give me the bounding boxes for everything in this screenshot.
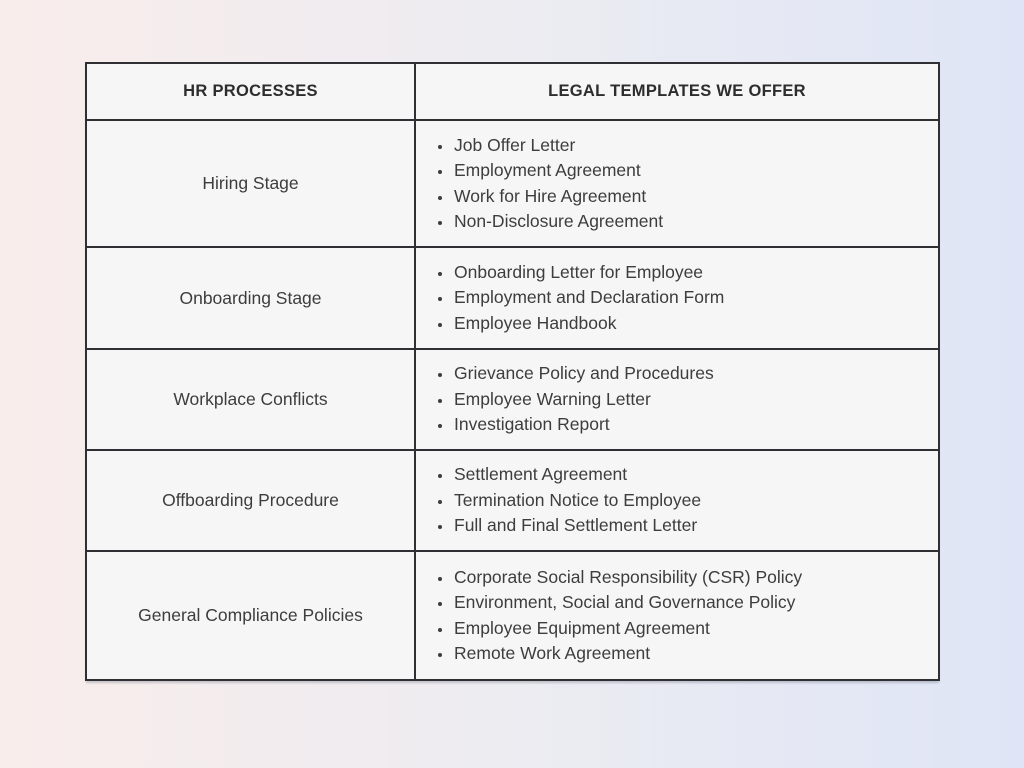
template-list-item: • Work for Hire Agreement [453,184,663,210]
process-cell-general-compliance-policies: General Compliance Policies [87,552,414,679]
template-list-item: • Non-Disclosure Agreement [453,209,663,235]
process-cell-offboarding-procedure: Offboarding Procedure [87,451,414,550]
column-header-legal-templates: LEGAL TEMPLATES WE OFFER [416,64,938,119]
template-list [416,462,711,539]
process-cell-onboarding-stage: Onboarding Stage [87,248,414,348]
process-cell-hiring-stage: Hiring Stage [87,121,414,246]
template-list-item: • Environment, Social and Governance Policy [453,590,802,616]
template-list-item: • Investigation Report [453,412,714,438]
templates-cell-onboarding-stage [416,248,938,348]
hr-legal-templates-table [85,62,940,681]
templates-cell-offboarding-procedure [416,451,938,550]
template-list-item: • Termination Notice to Employee [453,488,701,514]
template-list-item: • Settlement Agreement [453,462,701,488]
template-list-item: • Grievance Policy and Procedures [453,361,714,387]
template-list [416,133,673,235]
template-list-item: • Corporate Social Responsibility (CSR) Policy [453,565,802,591]
template-list-item: • Remote Work Agreement [453,641,802,667]
column-header-hr-processes: HR PROCESSES [87,64,414,119]
template-list-item: • Employee Warning Letter [453,387,714,413]
template-list-item: • Employee Equipment Agreement [453,616,802,642]
template-list-item: • Employment and Declaration Form [453,285,724,311]
template-list-item: • Full and Final Settlement Letter [453,513,701,539]
template-list [416,361,724,438]
template-list-item: • Onboarding Letter for Employee [453,260,724,286]
templates-cell-workplace-conflicts [416,350,938,449]
templates-cell-general-compliance-policies [416,552,938,679]
template-list-item: • Employee Handbook [453,311,724,337]
template-list [416,565,812,667]
template-list [416,260,734,337]
templates-cell-hiring-stage [416,121,938,246]
template-list-item: • Employment Agreement [453,158,663,184]
process-cell-workplace-conflicts: Workplace Conflicts [87,350,414,449]
template-list-item: • Job Offer Letter [453,133,663,159]
